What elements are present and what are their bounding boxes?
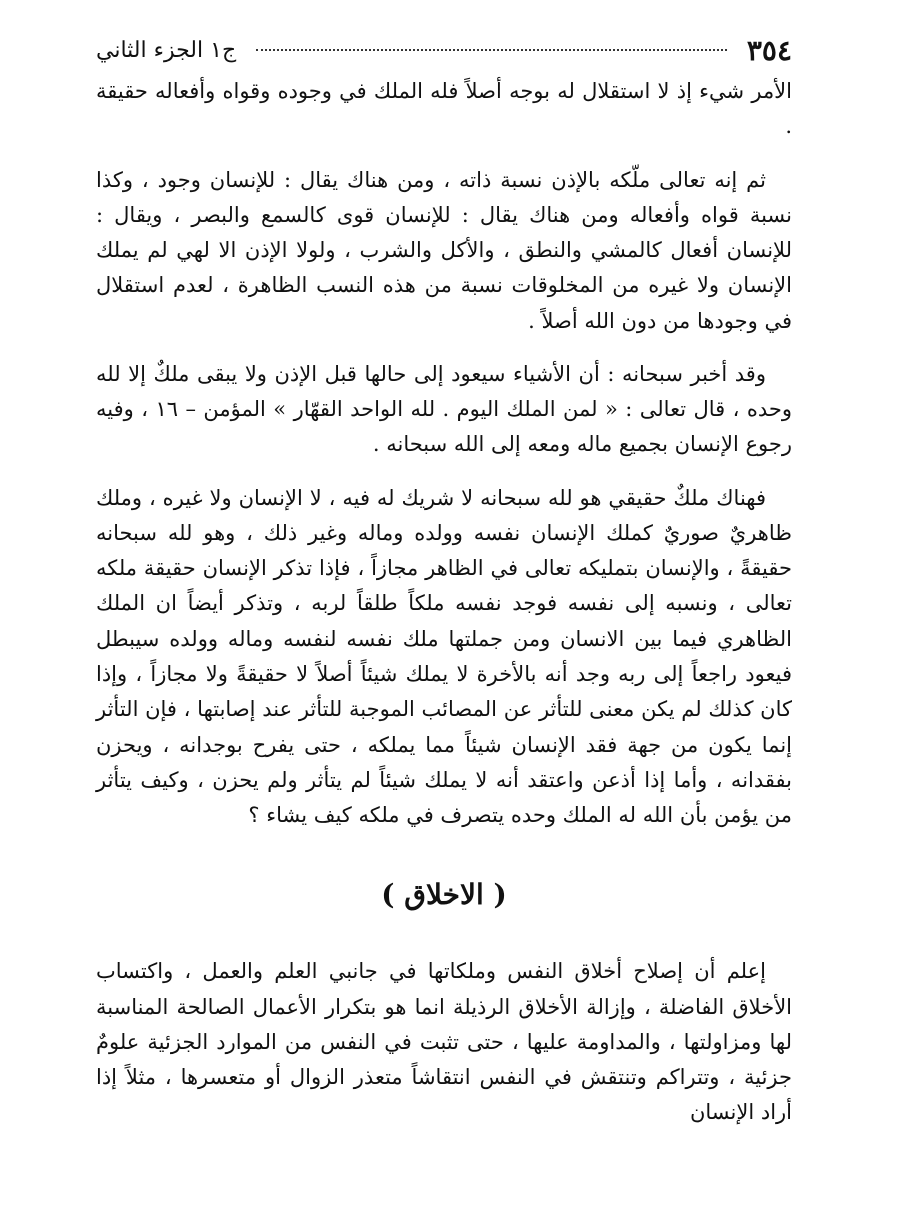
section-heading: ( الاخلاق ) <box>381 878 507 912</box>
paragraph: إعلم أن إصلاح أخلاق النفس وملكاتها في جانبي العلم والعمل ، واكتساب الأخلاق الفاضلة ، وإزالة الأخلاق الرذيلة انما هو بتكرار الأعمال الصالحة المناسبة لها ومزاولتها ، والمداومة عليها ، حتى تثبت في النفس من الموارد الجزئية علومٌ جزئية ، وتتراكم وتنتقش في النفس انتقاشاً متعذر الزوال أو متعسرها ، مثلاً إذا أراد الإنسان <box>96 959 792 1125</box>
page-body <box>96 74 792 1149</box>
paragraph: ثم إنه تعالى ملّكه بالإذن نسبة ذاته ، ومن هناك يقال : للإنسان وجود ، وكذا نسبة قواه وأفعاله ومن هناك يقال : للإنسان قوى كالسمع والبصر ، ويقال : للإنسان أفعال كالمشي والنطق ، والأكل والشرب ، ولولا الإذن الا لهي لم يملك الإنسان ولا غيره من المخلوقات نسبة من هذه النسب الظاهرة ، لعدم استقلال في وجودها من دون الله أصلاً . <box>96 167 792 333</box>
running-title: ج١ الجزء الثاني <box>96 37 237 63</box>
header-rule <box>256 49 727 51</box>
paragraph: وقد أخبر سبحانه : أن الأشياء سيعود إلى حالها قبل الإذن ولا يبقى ملكٌ إلا لله وحده ، قال تعالى : « لمن الملك اليوم . لله الواحد القهّار » المؤمن – ١٦ ، وفيه رجوع الإنسان بجميع ماله ومعه إلى الله سبحانه . <box>96 361 792 457</box>
page-number: ٣٥٤ <box>746 33 792 67</box>
paragraph: فهناك ملكٌ حقيقي هو لله سبحانه لا شريك له فيه ، لا الإنسان ولا غيره ، وملك ظاهريٌ صوريٌ كملك الإنسان نفسه وولده وماله وغير ذلك ، وهو لله سبحانه حقيقةً ، والإنسان بتمليكه تعالى في الظاهر مجازاً ، فإذا تذكر الإنسان حقيقة ملكه تعالى ، ونسبه إلى نفسه فوجد نفسه ملكاً طلقاً لربه ، وتذكر أيضاً ان الملك الظاهري فيما بين الانسان ومن جملتها ملك نفسه لنفسه وماله وولده سيبطل فيعود راجعاً إلى ربه وجد أنه بالأخرة لا يملك شيئاً أصلاً لا حقيقةً ولا مجازاً ، وإذا كان كذلك لم يكن معنى للتأثر عن المصائب الموجبة للتأثر عند إصابتها ، فإن التأثر إنما يكون من جهة فقد الإنسان شيئاً مما يملكه ، حتى يفرح بوجدانه ، ويحزن بفقدانه ، وأما إذا أذعن واعتقد أنه لا يملك شيئاً لم يتأثر ولم يحزن ، وكيف يتأثر من يؤمن بأن الله له الملك وحده يتصرف في ملكه كيف يشاء ؟ <box>96 485 793 828</box>
paragraph-continued: الأمر شيء إذ لا استقلال له بوجه أصلاً فله الملك في وجوده وقواه وأفعاله حقيقة . <box>96 79 792 139</box>
running-header <box>96 30 792 70</box>
